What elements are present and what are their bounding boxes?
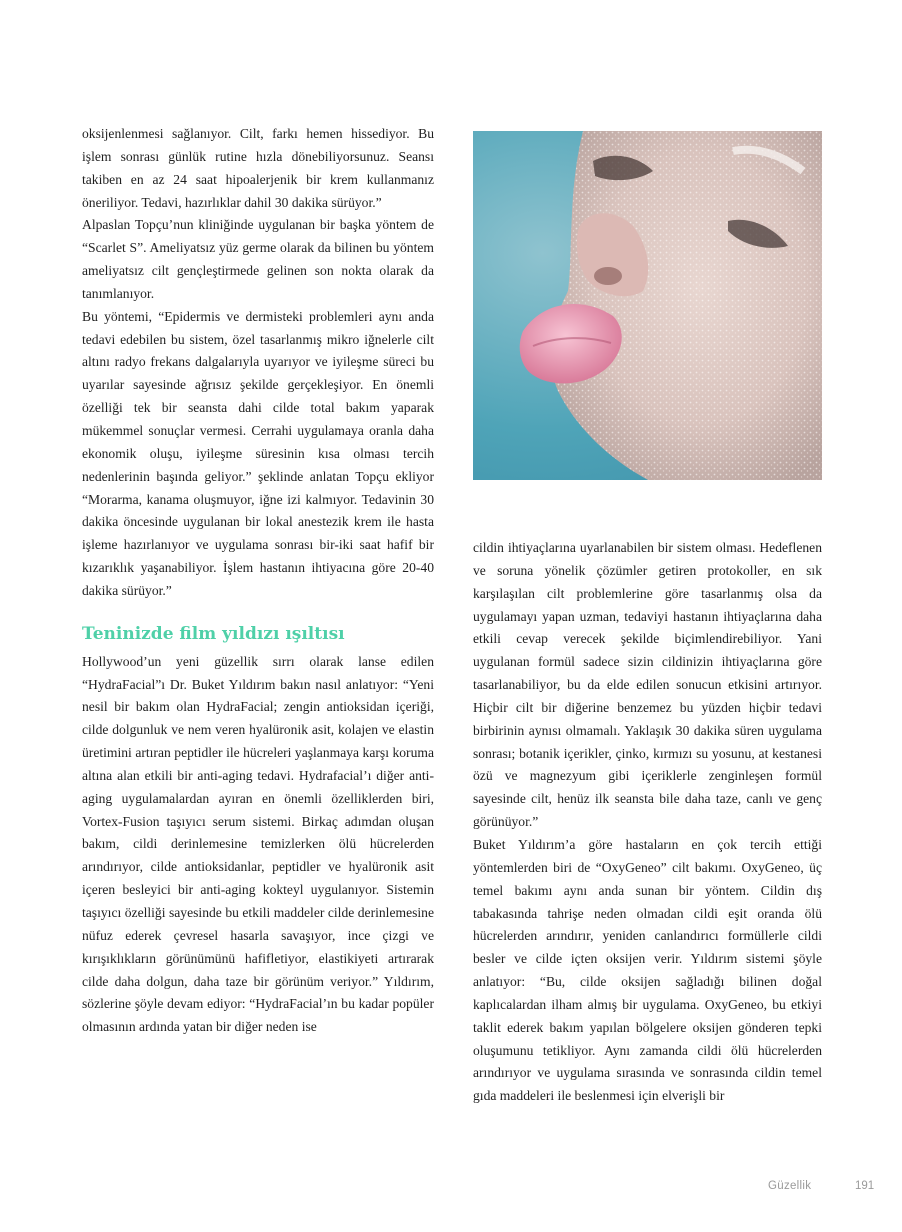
body-paragraph: Buket Yıldırım’a göre hastaların en çok tercih ettiği yöntemlerden biri de “OxyGeneo” cilt bakımı. OxyGeneo, üç temel bakımı aynı anda sunan bir yöntem. Cildin dış tabakasında tahrişe neden olmadan cildi eşit oranda ölü hücrelerden arındırır, yeniden canlandırıcı formüllerle cildi besler ve cilde içten oksijen verir. Yıldırım sistemi şöyle anlatıyor: “Bu, cilde oksijen sağladığı bilinen doğal kaplıcalardan ilham almış bir uygulama. OxyGeneo, bu etkiyi taklit ederek bakım yapılan bölgelere oksijen gönderen tepki oluşumunu tetikliyor. Aynı zamanda cildi ölü hücrelerden arındırıyor ve uygulama sırasında ve sonrasında cildin temel gıda maddeleri ile beslenmesi için elverişli bir: [473, 836, 822, 1104]
right-column: [473, 537, 822, 1108]
page-number: 191: [855, 1180, 875, 1192]
beauty-photo: [473, 131, 822, 480]
body-paragraph: Alpaslan Topçu’nun kliniğinde uygulanan bir başka yöntem de “Scarlet S”. Ameliyatsız yüz germe olarak da bilinen bu yöntem ameliyatsız cilt gençleştirmede gelinen son nokta olarak da tanımlanıyor.: [82, 217, 434, 301]
footer-section-label: Güzellik: [768, 1180, 812, 1192]
face-illustration: [473, 131, 822, 480]
section-subheading: Teninizde film yıldızı ışıltısı: [82, 623, 345, 644]
body-paragraph: Bu yöntemi, “Epidermis ve dermisteki problemleri aynı anda tedavi edebilen bu sistem, özel tasarlanmış mikro iğnelerle cilt altını radyo frekans dalgalarıyla uyarıyor ve iyileşme süreci bu uyarılar sayesinde ağrısız şekilde gerçekleşiyor. En önemli özelliği tek bir seansta dahi cilde total bakım yaparak mükemmel sonuçlar vermesi. Cerrahi uygulamaya oranla daha ekonomik oluşu, iyileşme süresinin kısa olması tercih nedenlerinin başında geliyor.” şeklinde anlatan Topçu ekliyor “Morarma, kanama oluşmuyor, iğne izi kalmıyor. Tedavinin 30 dakika öncesinde uygulanan bir lokal anestezik krem ile hasta işleme hazırlanıyor ve uygulama sonrası bir-iki saat hafif bir kızarıklık yaşanabiliyor. İşlem hastanın ihtiyacına göre 20-40 dakika sürüyor.”: [82, 308, 434, 598]
body-paragraph: Hollywood’un yeni güzellik sırrı olarak lanse edilen “HydraFacial”ı Dr. Buket Yıldırım bakın nasıl anlatıyor: “Yeni nesil bir bakım olan HydraFacial; zengin antioksidan içeriği, cilde dolgunluk ve nem veren hyalüronik asit, kolajen ve elastin üretimini artıran peptidler ile hücreleri yaşlanmaya karşı koruma altına alan etkili bir anti-aging tedavi. Hydrafacial’ı diğer anti-aging uygulamalardan ayıran en önemli özelliklerden biri, Vortex-Fusion taşıyıcı serum sistemi. Birkaç adımdan oluşan bakım, cildi derinlemesine temizlerken ölü hücrelerden arındırıyor, cilde antioksidanlar, peptidler ve hyalüronik asit içeren besleyici bir anti-aging kokteyl uygulanıyor. Sistemin taşıyıcı özelliği sayesinde bu etkili maddeler cilde derinlemesine nüfuz ederek çevresel hasarla savaşıyor, ince çizgi ve kırışıklıkların görünümünü hafifletiyor, elastikiyeti artırarak cilde daha dolgun, daha taze bir görünüm veriyor.” Yıldırım, sözlerine şöyle devam ediyor: “HydraFacial’ın bu kadar popüler olmasının ardında yatan bir diğer neden ise: [82, 653, 434, 1035]
body-paragraph: cildin ihtiyaçlarına uyarlanabilen bir sistem olması. Hedeflenen ve soruna yönelik çözümler getiren protokoller, en sık karşılaşılan cilt problemlerine göre tasarlanmış olsa da uygulamayı yapan uzman, tedaviyi hastanın ihtiyaçlarına daha etkili cevap verecek şekilde biçimlendirebiliyor. Yani uygulanan formül sadece sizin cildinizin ihtiyaçlarına göre tasarlanabiliyor, bu da elde edilen sonucun etkisini artırıyor. Hiçbir cilt bir diğerine benzemez bu yüzden hiçbir tedavi birbirinin aynısı olmamalı. Yaklaşık 30 dakika süren uygulama sonrası; botanik içerikler, çinko, kırmızı su yosunu, at kestanesi özü ve magnezyum gibi içeriklerle zenginleşen formül sayesinde cilt, henüz ilk seansta bile daha taze, canlı ve genç görünüyor.”: [473, 540, 822, 830]
left-column: [82, 123, 434, 1039]
body-paragraph: oksijenlenmesi sağlanıyor. Cilt, farkı hemen hissediyor. Bu işlem sonrası günlük rutine hızla dönebiliyorsunuz. Seansı takiben en az 24 saat hipoalerjenik bir krem kullanmanız öneriliyor. Tedavi, hazırlıklar dahil 30 dakika sürüyor.”: [82, 126, 434, 210]
